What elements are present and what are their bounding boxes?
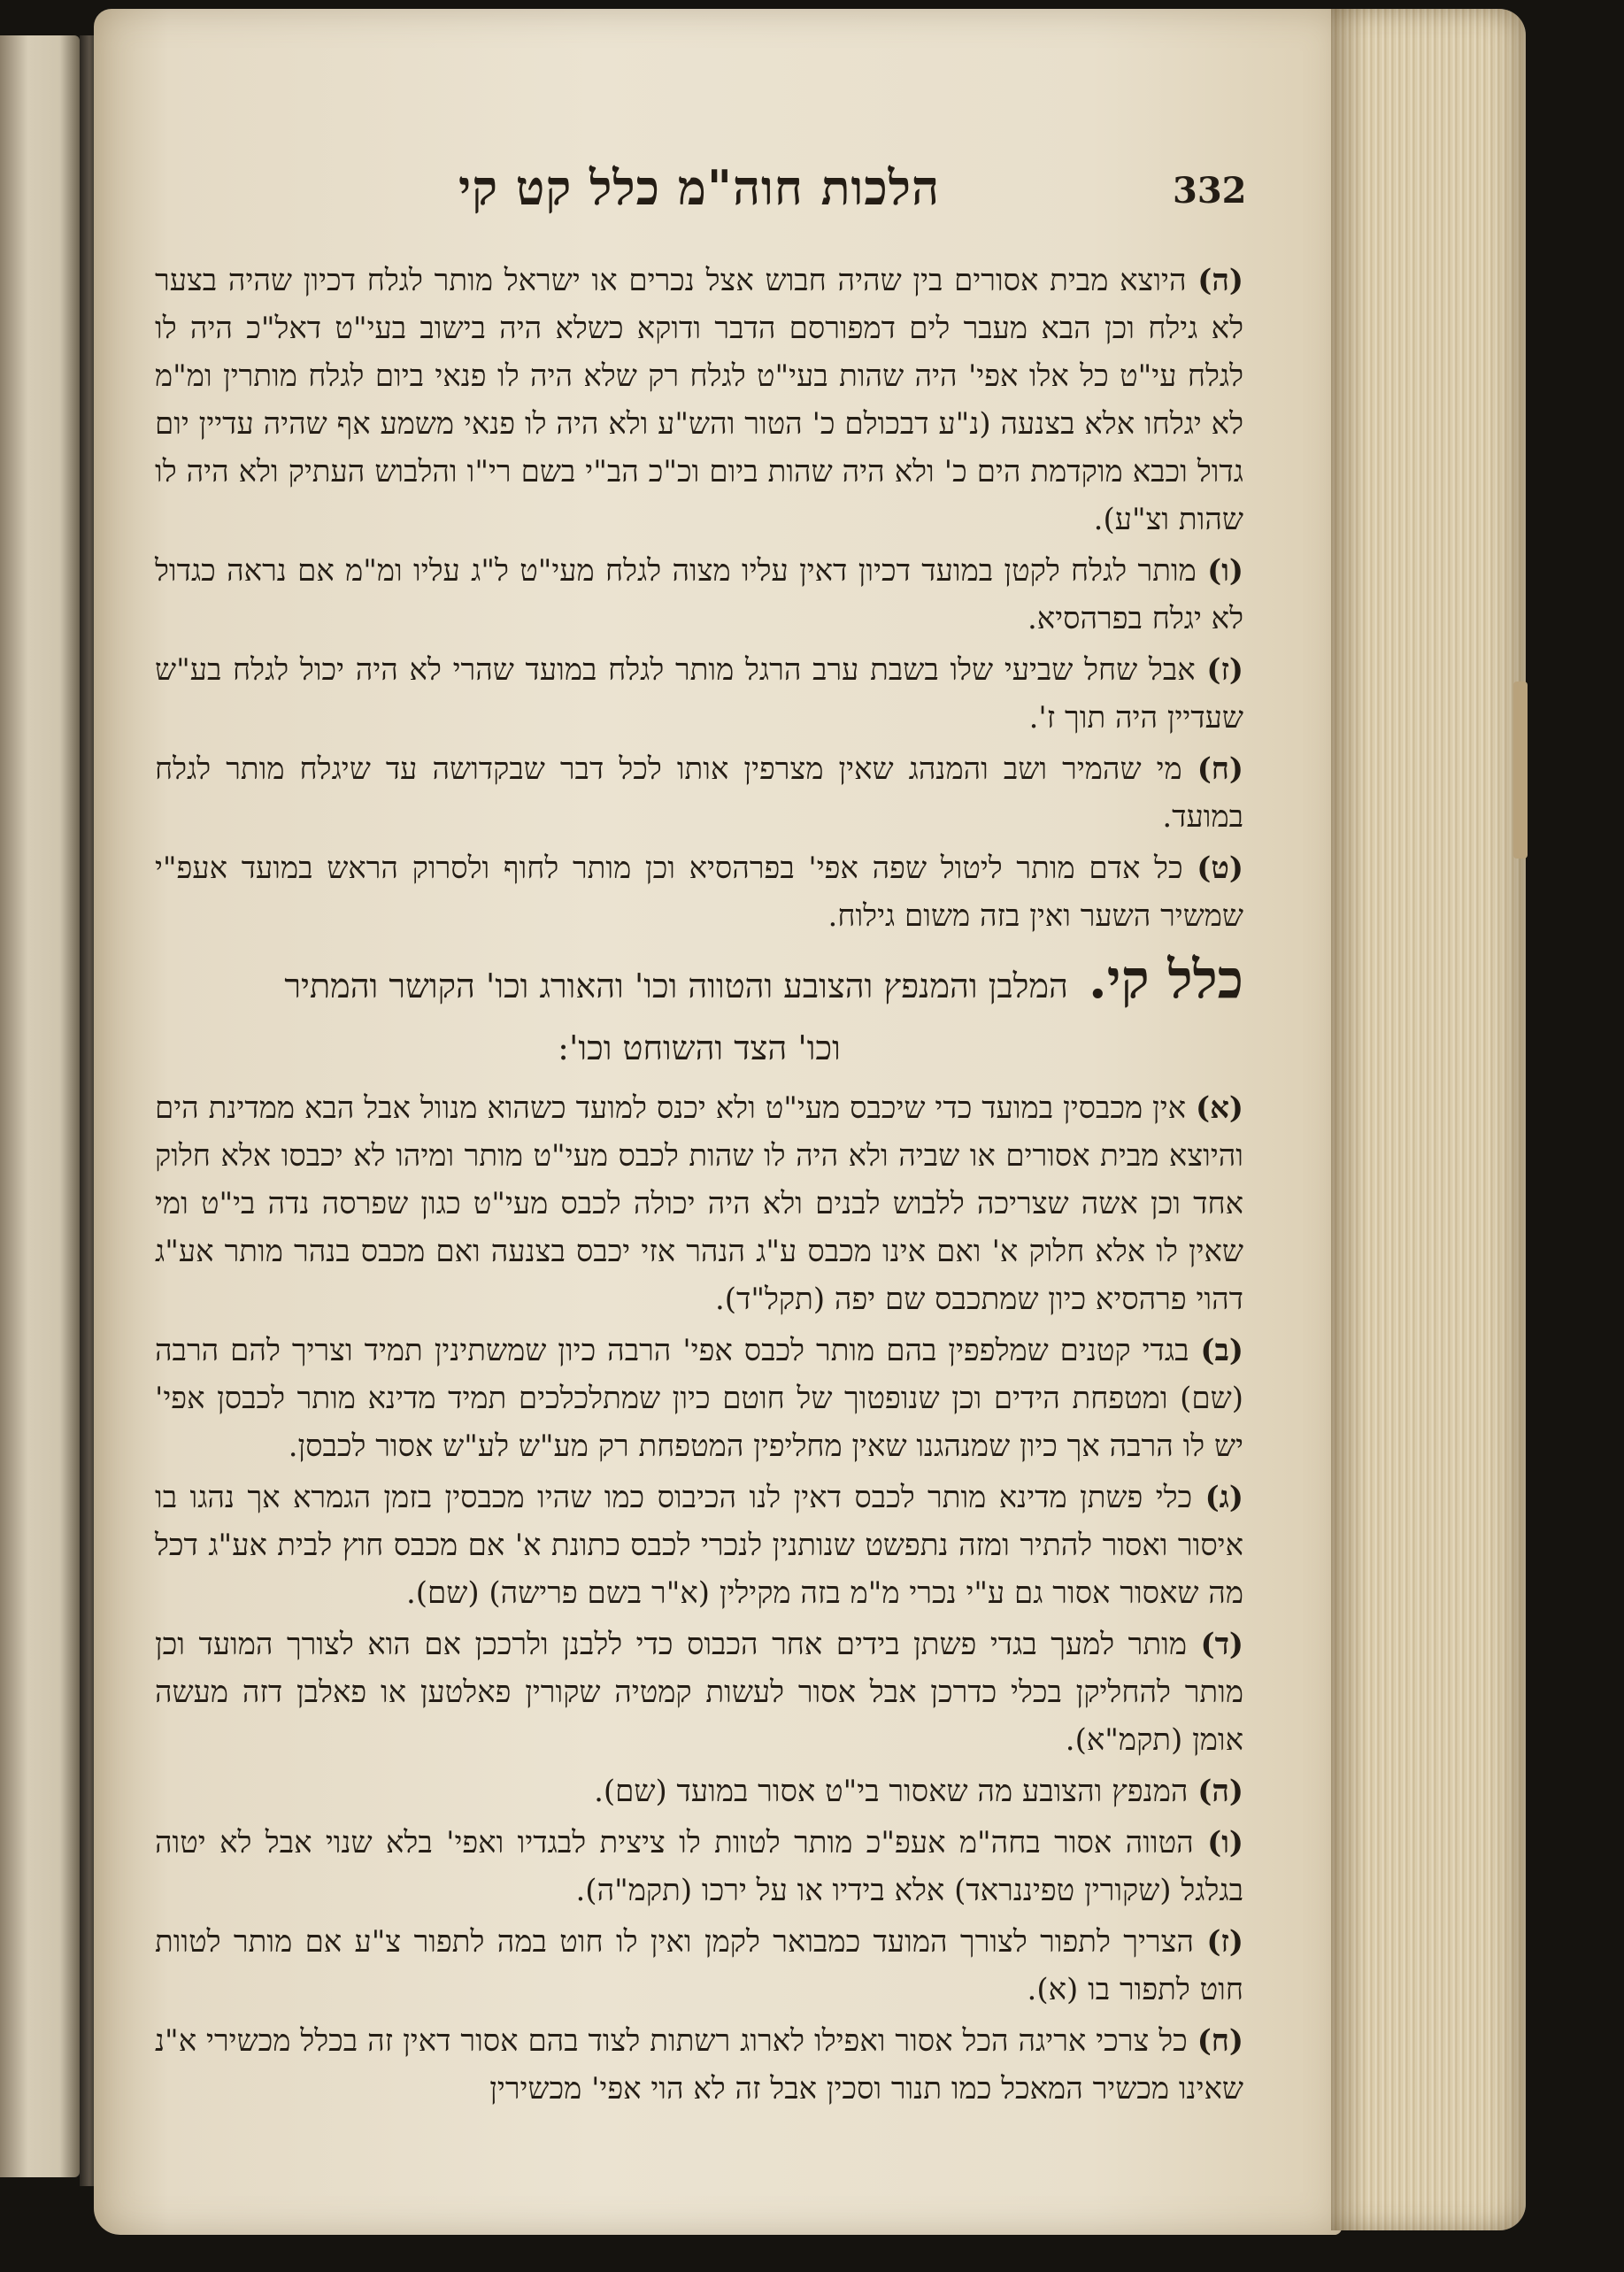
rule-number: כלל קי. (1088, 949, 1243, 1011)
paragraph-marker: (ו) (1207, 1825, 1243, 1860)
paragraph (155, 1918, 1243, 2014)
paragraph-marker: (ה) (1197, 263, 1243, 298)
paragraph (155, 547, 1243, 643)
paragraph-text: בגדי קטנים שמלפפין בהם מותר לכבס אפי' הרבה כיון שמשתינין תמיד וצריך להם הרבה (שם) ומטפחת הידים וכן שנופטוך של חוטם כיון שמתלכלכים תמיד מדינא מותר לכבסן אפי' יש לו הרבה אך כיון שמנהגנו שאין מחליפין המטפחת רק מע"ש לע"ש אסור לכבסן. (155, 1333, 1243, 1464)
paragraph-text: היוצא מבית אסורים בין שהיה חבוש אצל נכרים או ישראל מותר לגלח דכיון שהיה בצער לא גילח וכן הבא מעבר לים דמפורסם הדבר ודוקא כשלא היה בישוב בעי"ט דאל"כ היה לו לגלח עי"ט כל אלו אפי' היה שהות בעי"ט לגלח רק שלא היה לו פנאי ביום לגלח מותרין ומ"מ לא יגלחו אלא בצנעה (נ"ע דבכולם כ' הטור והש"ע ולא היה לו פנאי משמע אף שהיה עדיין יום גדול וכבא מוקדמת הים כ' ולא היה שהות ביום וכ"כ הב"י בשם רי"ו והלבוש העתיק ולא היה לו שהות וצ"ע). (155, 263, 1243, 537)
paragraph-marker: (ג) (1205, 1480, 1243, 1515)
paragraph-text: המנפץ והצובע מה שאסור בי"ט אסור במועד (שם). (594, 1774, 1189, 1809)
rule-topic: המלבן והמנפץ והצובע והטווה וכו' והאורג וכו' הקושר והמתיר (284, 967, 1068, 1005)
paragraph-text: הצריך לתפור לצורך המועד כמבואר לקמן ואין לו חוט במה לתפור צ"ע אם מותר לטוות חוט לתפור בו (א). (155, 1924, 1243, 2007)
paragraph (155, 646, 1243, 742)
paragraph (155, 1327, 1243, 1470)
paragraph-marker: (ז) (1206, 652, 1244, 688)
paragraph (155, 844, 1243, 940)
paragraph-text: כל אדם מותר ליטול שפה אפי' בפרהסיא וכן מותר לחוף ולסרוק הראש במועד אעפ"י שמשיר השער ואין בזה משום גילוח. (155, 851, 1243, 934)
paragraph-text: מותר למעך בגדי פשתן בידים אחר הכבוס כדי ללבנן ולרככן אם הוא לצורך המועד וכן מותר להחליקן בכלי כדרכן אבל אסור לעשות קמטיה שקורין פאלטען או פאלבן דזה מעשה אומן (תקמ"א). (155, 1627, 1243, 1758)
page-number: 332 (1173, 170, 1247, 212)
running-title: הלכות חוה"מ כלל קט קי (458, 159, 941, 216)
page-text-block (155, 159, 1247, 2116)
rule-110-heading (155, 949, 1243, 1075)
paragraph-marker: (ט) (1197, 851, 1243, 886)
paragraph-marker: (א) (1196, 1090, 1244, 1126)
paragraph (155, 257, 1243, 543)
page-edge-shadow (1331, 9, 1366, 2230)
paragraph-marker: (ב) (1200, 1333, 1243, 1368)
page-tab-marker (1513, 682, 1528, 859)
left-page-edge (0, 35, 80, 2177)
rule-110-section (155, 1084, 1243, 2113)
paragraph-text: אבל שחל שביעי שלו בשבת ערב הרגל מותר לגלח במועד שהרי לא היה יכול לגלח בע"ש שעדיין היה תוך ז'. (155, 652, 1243, 736)
paragraph (155, 1621, 1243, 1764)
rule-topic-continued: וכו' הצד והשוחט וכו': (558, 1028, 841, 1067)
paragraph-marker: (ד) (1200, 1627, 1244, 1662)
paragraph (155, 1084, 1243, 1323)
paragraph-text: כלי פשתן מדינא מותר לכבס דאין לנו הכיבוס כמו שהיו מכבסין בזמן הגמרא אך נהגו בו איסור ואסור להתיר ומזה נתפשט שנותנין לנכרי לכבס כתונת א' אם מכבס חוץ לבית אע"ג דכל מה שאסור אסור גם ע"י נכרי מ"מ בזה מקילין (א"ר בשם פרישה) (שם). (155, 1480, 1243, 1611)
paragraph (155, 1768, 1243, 1815)
paragraph (155, 1819, 1243, 1914)
paragraph (155, 2017, 1243, 2113)
paragraph-marker: (ז) (1206, 1924, 1243, 1960)
rule-109-section (155, 257, 1243, 940)
paragraph-marker: (ה) (1197, 1774, 1243, 1809)
paragraph-text: מותר לגלח לקטן במועד דכיון דאין עליו מצוה לגלח מעי"ט ל"ג עליו ומ"מ אם נראה כגדול לא יגלח בפרהסיא. (155, 553, 1243, 636)
paragraph (155, 745, 1243, 841)
paragraph (155, 1474, 1243, 1617)
paragraph-marker: (ו) (1207, 553, 1243, 589)
paragraph-text: הטווה אסור בחה"מ אעפ"כ מותר לטוות לו ציצית לבגדיו ואפי' בלא שנוי אבל לא יטוה בגלגל (שקורין טפיננראד) אלא בידיו או על ירכו (תקמ"ה). (155, 1825, 1243, 1908)
paragraph-text: מי שהמיר ושב והמנהג שאין מצרפין אותו לכל דבר שבקדושה עד שיגלח מותר לגלח במועד. (155, 751, 1243, 835)
page-header (155, 159, 1247, 239)
paragraph-text: אין מכבסין במועד כדי שיכבס מעי"ט ולא יכנס למועד כשהוא מנוול אבל הבא ממדינת הים והיוצא מבית אסורים או שביה ולא היה לו שהות לכבס מעי"ט מותר ומיהו לא יכבסו אלא חלוק אחד וכן אשה שצריכה ללבוש לבנים ולא היה יכולה לכבס מעי"ט כגון שפרסה נדה בי"ט ומי שאין לו אלא חלוק א' ואם אינו מכבס ע"ג הנהר אזי יכבס בצנעה ואם מכבס בנהר מותר אע"ג דהוי פרהסיא כיון שמתכבס שם יפה (תקל"ד). (155, 1090, 1243, 1317)
paragraph-marker: (ח) (1197, 751, 1244, 787)
paragraph-marker: (ח) (1197, 2023, 1244, 2059)
paragraph-text: כל צרכי אריגה הכל אסור ואפילו לארוג רשתות לצוד בהם אסור דאין זה בכלל מכשירי א"נ שאינו מכשיר המאכל כמו תנור וסכין אבל זה לא הוי אפי' מכשירין (155, 2023, 1243, 2106)
